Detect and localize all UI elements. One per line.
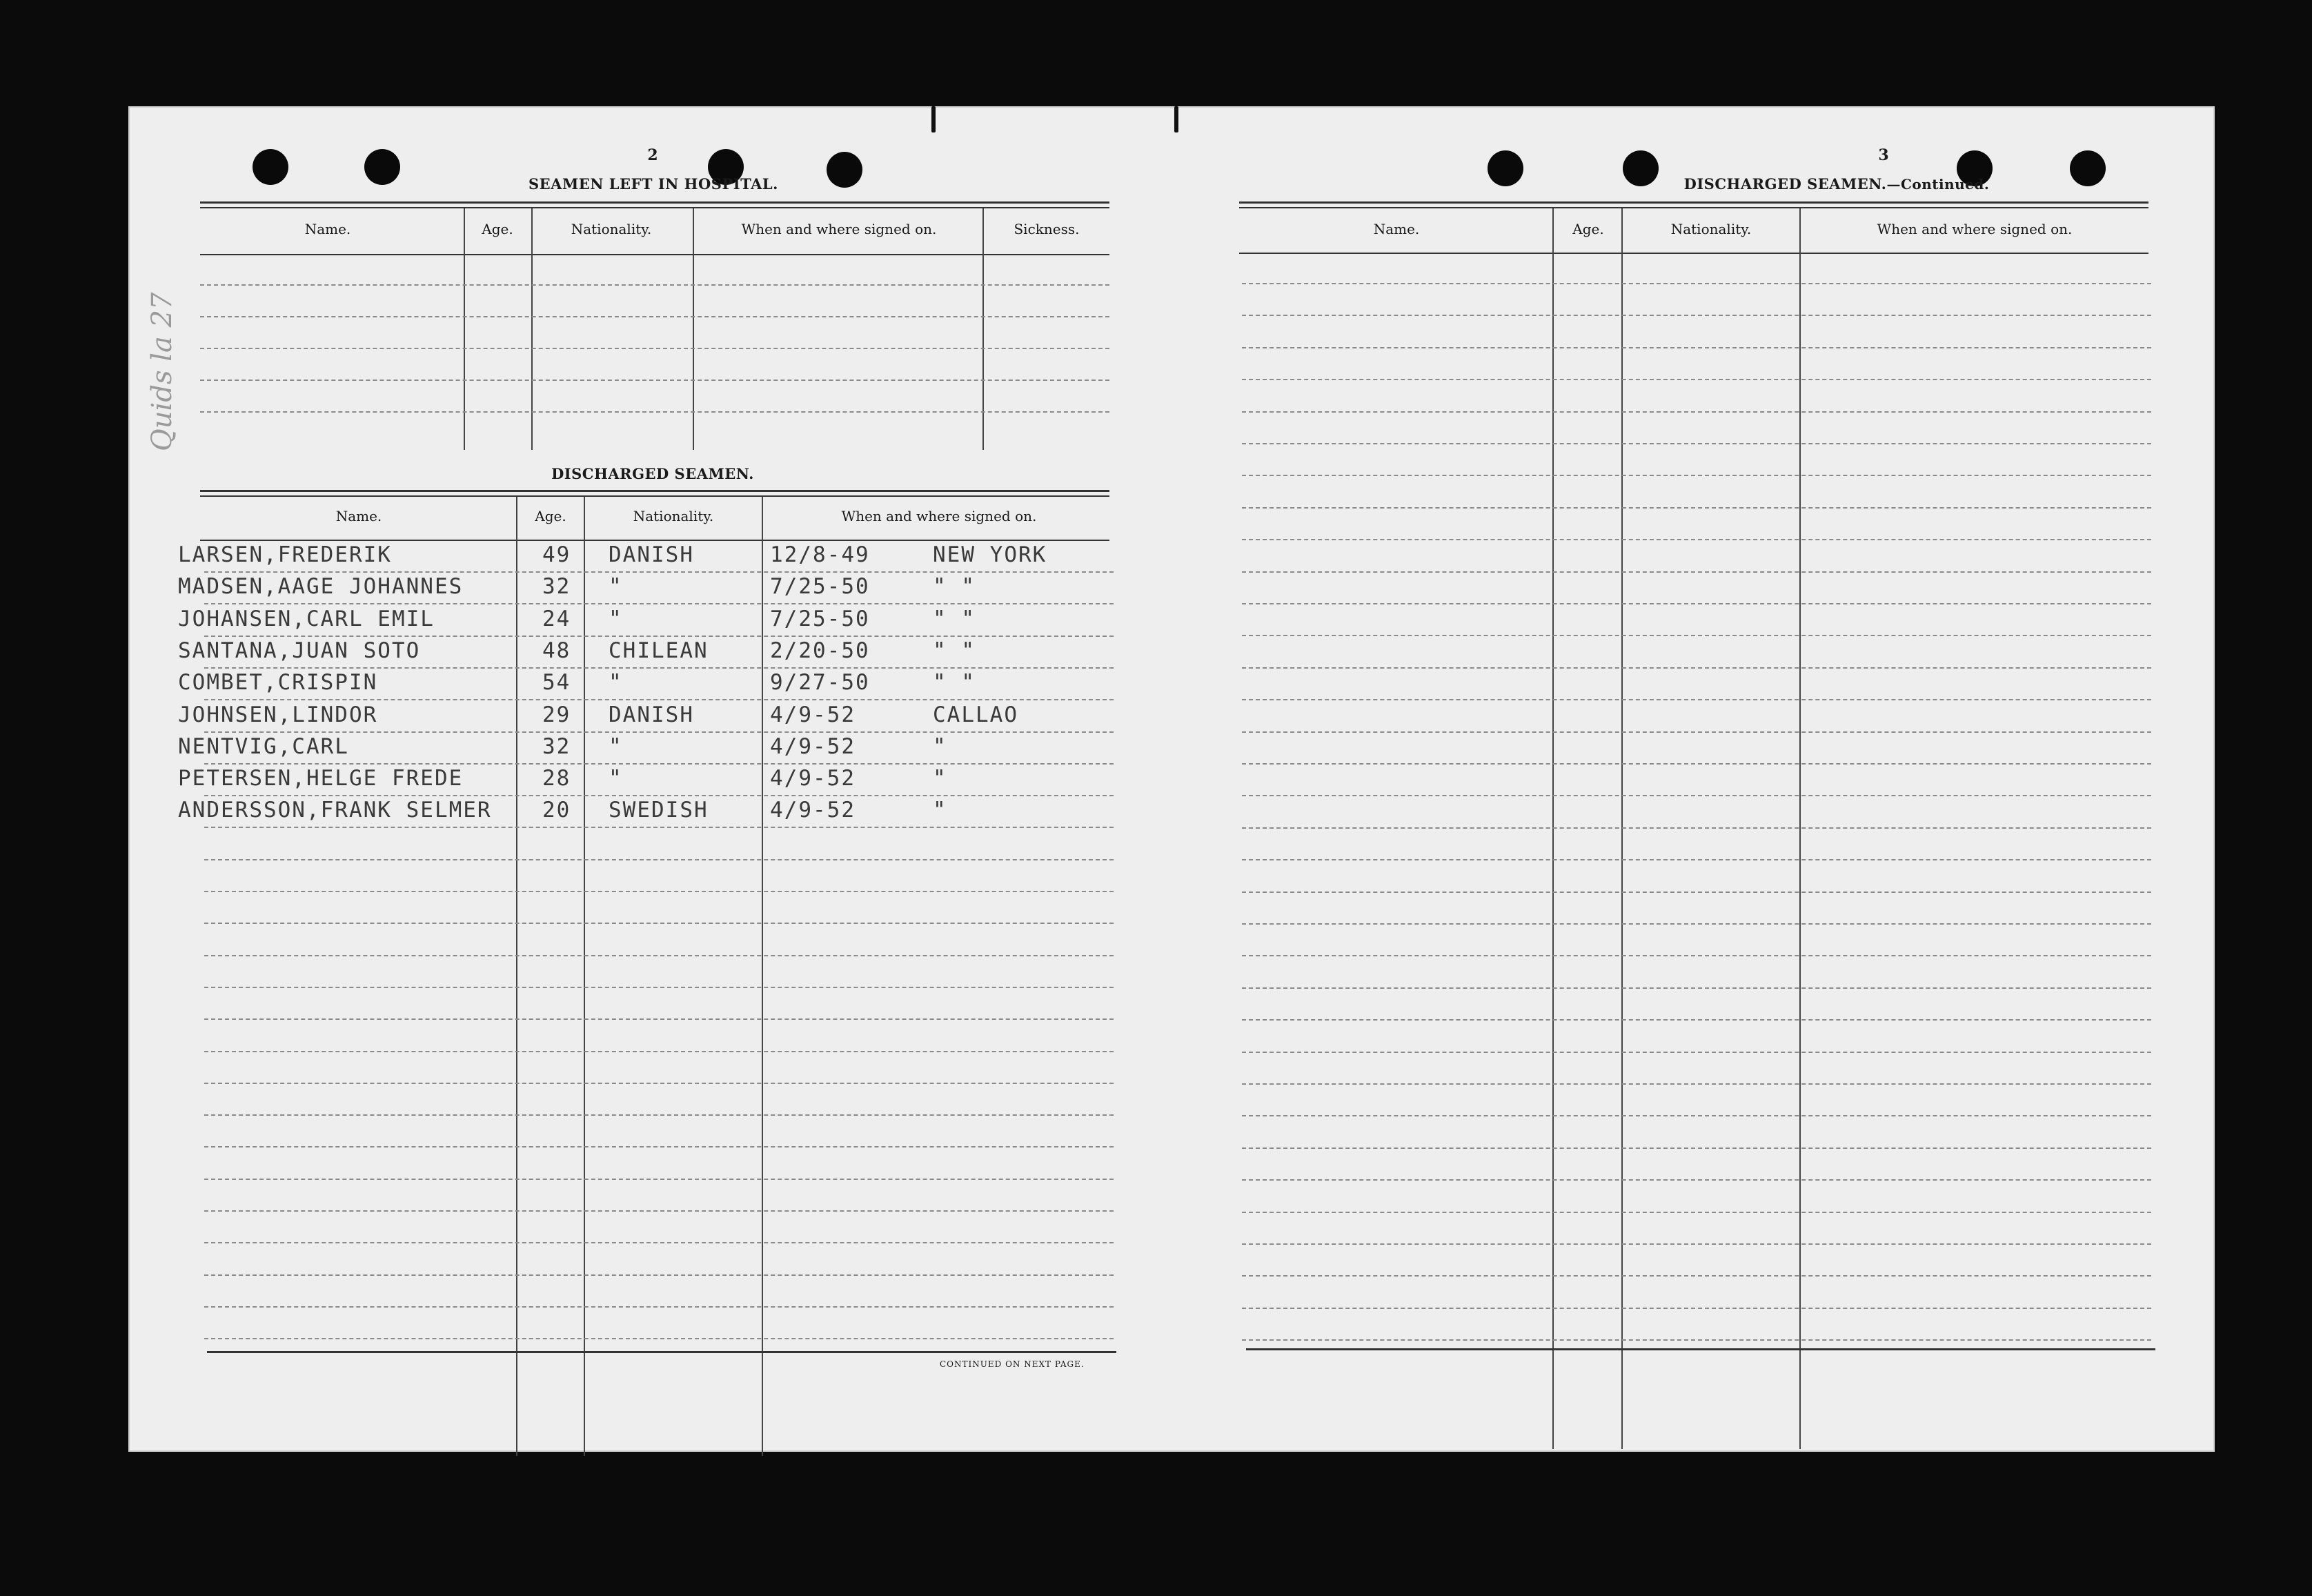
col-name-header: Name. <box>304 221 351 237</box>
column-divider <box>531 208 533 450</box>
date-cell: 4/9-52 <box>770 798 856 823</box>
date-cell: 7/25-50 <box>770 574 870 600</box>
ruled-line <box>1242 1212 2151 1213</box>
discharged-section-title: DISCHARGED SEAMEN. <box>551 465 754 482</box>
col-nationality-header: Nationality. <box>633 508 714 524</box>
ruled-line <box>1242 859 2151 860</box>
ruled-line <box>1242 1275 2151 1277</box>
page-number: 3 <box>1878 146 1889 164</box>
nationality-cell: DANISH <box>609 702 694 727</box>
nationality-cell: " <box>609 574 623 600</box>
name-cell: NENTVIG,CARL <box>178 733 349 759</box>
punch-hole <box>253 149 288 185</box>
ruled-line <box>1242 379 2151 380</box>
ruled-line <box>1242 1243 2151 1245</box>
age-cell: 54 <box>542 670 571 696</box>
table-top-rule <box>1239 207 2148 208</box>
ruled-line <box>204 1274 1114 1276</box>
age-cell: 29 <box>542 702 571 727</box>
margin-handwriting: Quids la 27 <box>146 292 178 451</box>
ruled-line <box>1242 603 2151 604</box>
column-divider <box>1799 208 1801 1449</box>
discharged-continued-title <box>1671 175 2002 193</box>
ruled-line <box>1242 1308 2151 1309</box>
register-sheet <box>128 106 2215 1452</box>
ruled-line <box>1242 571 2151 573</box>
name-cell: JOHNSEN,LINDOR <box>178 702 378 727</box>
ruled-line <box>1242 411 2151 413</box>
ruled-line <box>204 1114 1114 1116</box>
ruled-line <box>1242 891 2151 893</box>
column-divider <box>1552 208 1554 1449</box>
ruled-line <box>1242 923 2151 925</box>
col-age-header: Age. <box>482 221 513 237</box>
ruled-line <box>204 667 1114 669</box>
ruled-line <box>200 348 1109 349</box>
date-cell: 4/9-52 <box>770 733 856 759</box>
ruled-line <box>1242 1179 2151 1181</box>
punch-hole <box>364 149 400 185</box>
ruled-line <box>1242 1052 2151 1053</box>
ruled-line <box>204 636 1114 637</box>
continued-note: CONTINUED ON NEXT PAGE. <box>940 1359 1085 1369</box>
age-cell: 32 <box>542 574 571 600</box>
ruled-line <box>1242 347 2151 348</box>
date-cell: 12/8-49 <box>770 542 870 567</box>
nationality-cell: " <box>609 766 623 791</box>
col-signed-on-header: When and where signed on. <box>741 221 937 237</box>
place-cell: NEW YORK <box>933 542 1047 567</box>
ruled-line <box>204 859 1114 860</box>
ruled-line <box>204 1179 1114 1180</box>
place-cell: CALLAO <box>933 702 1018 727</box>
ruled-line <box>204 603 1114 604</box>
nationality-cell: CHILEAN <box>609 638 709 663</box>
header-rule <box>200 254 1109 255</box>
title-main: DISCHARGED SEAMEN. <box>1683 175 1887 193</box>
ruled-line <box>204 699 1114 700</box>
ruled-line <box>204 1210 1114 1212</box>
left-page <box>128 106 1172 1452</box>
ruled-line <box>1242 955 2151 956</box>
nationality-cell: DANISH <box>609 542 694 567</box>
ruled-line <box>1242 667 2151 669</box>
right-page <box>1172 106 2215 1452</box>
nationality-cell: " <box>609 606 623 631</box>
date-cell: 7/25-50 <box>770 606 870 631</box>
ruled-line <box>204 763 1114 765</box>
name-cell: COMBET,CRISPIN <box>178 670 378 696</box>
age-cell: 24 <box>542 606 571 631</box>
place-cell: " <box>933 798 947 823</box>
table-top-rule <box>200 201 1109 204</box>
ruled-line <box>1242 1019 2151 1021</box>
header-rule <box>1239 253 2148 254</box>
ruled-line <box>204 795 1114 796</box>
place-cell: " " <box>933 638 976 663</box>
ruled-line <box>1242 1147 2151 1149</box>
ruled-line <box>1242 987 2151 989</box>
ruled-line <box>204 1083 1114 1084</box>
ruled-line <box>204 1306 1114 1308</box>
ruled-line <box>204 827 1114 828</box>
age-cell: 20 <box>542 798 571 823</box>
table-top-rule <box>200 495 1109 497</box>
place-cell: " " <box>933 574 976 600</box>
name-cell: ANDERSSON,FRANK SELMER <box>178 798 492 823</box>
name-cell: JOHANSEN,CARL EMIL <box>178 606 435 631</box>
table-top-rule <box>200 207 1109 208</box>
ruled-line <box>1242 315 2151 316</box>
column-divider <box>1621 208 1623 1449</box>
header-rule <box>200 540 1109 541</box>
nationality-cell: " <box>609 670 623 696</box>
ruled-line <box>204 891 1114 892</box>
col-name-header: Name. <box>335 508 382 524</box>
ruled-line <box>204 1146 1114 1147</box>
ruled-line <box>204 955 1114 956</box>
col-age-header: Age. <box>535 508 566 524</box>
ruled-line <box>200 284 1109 286</box>
ruled-line <box>1242 283 2151 284</box>
col-signed-on-header: When and where signed on. <box>841 508 1037 524</box>
date-cell: 9/27-50 <box>770 670 870 696</box>
table-bottom-rule <box>207 1351 1116 1353</box>
ruled-line <box>1242 795 2151 796</box>
ruled-line <box>1242 1339 2151 1341</box>
col-signed-on-header: When and where signed on. <box>1877 221 2073 237</box>
column-divider <box>516 497 517 1456</box>
ruled-line <box>204 1018 1114 1020</box>
column-divider <box>982 208 984 450</box>
ruled-line <box>1242 699 2151 700</box>
nationality-cell: SWEDISH <box>609 798 709 823</box>
place-cell: " " <box>933 670 976 696</box>
name-cell: MADSEN,AAGE JOHANNES <box>178 574 464 600</box>
age-cell: 28 <box>542 766 571 791</box>
ruled-line <box>204 923 1114 924</box>
place-cell: " <box>933 733 947 759</box>
ruled-line <box>1242 539 2151 540</box>
ruled-line <box>1242 763 2151 765</box>
ruled-line <box>1242 635 2151 636</box>
ruled-line <box>1242 731 2151 733</box>
punch-hole <box>1488 150 1523 186</box>
ruled-line <box>1242 1115 2151 1116</box>
title-suffix: —Continued. <box>1886 176 1990 193</box>
ruled-line <box>204 987 1114 988</box>
ruled-line <box>1242 475 2151 476</box>
ruled-line <box>1242 507 2151 509</box>
punch-hole <box>2070 150 2106 186</box>
col-sickness-header: Sickness. <box>1014 221 1080 237</box>
name-cell: PETERSEN,HELGE FREDE <box>178 766 464 791</box>
place-cell: " <box>933 766 947 791</box>
age-cell: 49 <box>542 542 571 567</box>
table-top-rule <box>1239 201 2148 204</box>
punch-hole <box>1623 150 1659 186</box>
table-top-rule <box>200 490 1109 492</box>
ruled-line <box>1242 443 2151 444</box>
column-divider <box>762 497 763 1456</box>
column-divider <box>693 208 694 450</box>
place-cell: " " <box>933 606 976 631</box>
staple-mark <box>931 106 936 132</box>
ruled-line <box>204 1242 1114 1243</box>
col-nationality-header: Nationality. <box>571 221 652 237</box>
ruled-line <box>204 1338 1114 1339</box>
hospital-section-title: SEAMEN LEFT IN HOSPITAL. <box>528 175 778 193</box>
col-name-header: Name. <box>1373 221 1420 237</box>
date-cell: 2/20-50 <box>770 638 870 663</box>
ruled-line <box>1242 827 2151 829</box>
column-divider <box>584 497 585 1456</box>
punch-hole <box>827 152 862 188</box>
col-nationality-header: Nationality. <box>1670 221 1752 237</box>
ruled-line <box>204 731 1114 733</box>
col-age-header: Age. <box>1572 221 1604 237</box>
table-bottom-rule <box>1246 1348 2155 1350</box>
age-cell: 32 <box>542 733 571 759</box>
ruled-line <box>1242 1083 2151 1085</box>
ruled-line <box>200 411 1109 413</box>
staple-mark <box>1174 106 1178 132</box>
ruled-line <box>204 571 1114 573</box>
date-cell: 4/9-52 <box>770 766 856 791</box>
age-cell: 48 <box>542 638 571 663</box>
ruled-line <box>204 1051 1114 1052</box>
ruled-line <box>200 316 1109 317</box>
name-cell: SANTANA,JUAN SOTO <box>178 638 421 663</box>
date-cell: 4/9-52 <box>770 702 856 727</box>
nationality-cell: " <box>609 733 623 759</box>
name-cell: LARSEN,FREDERIK <box>178 542 392 567</box>
ruled-line <box>200 380 1109 381</box>
column-divider <box>464 208 465 450</box>
page-number: 2 <box>647 146 658 164</box>
